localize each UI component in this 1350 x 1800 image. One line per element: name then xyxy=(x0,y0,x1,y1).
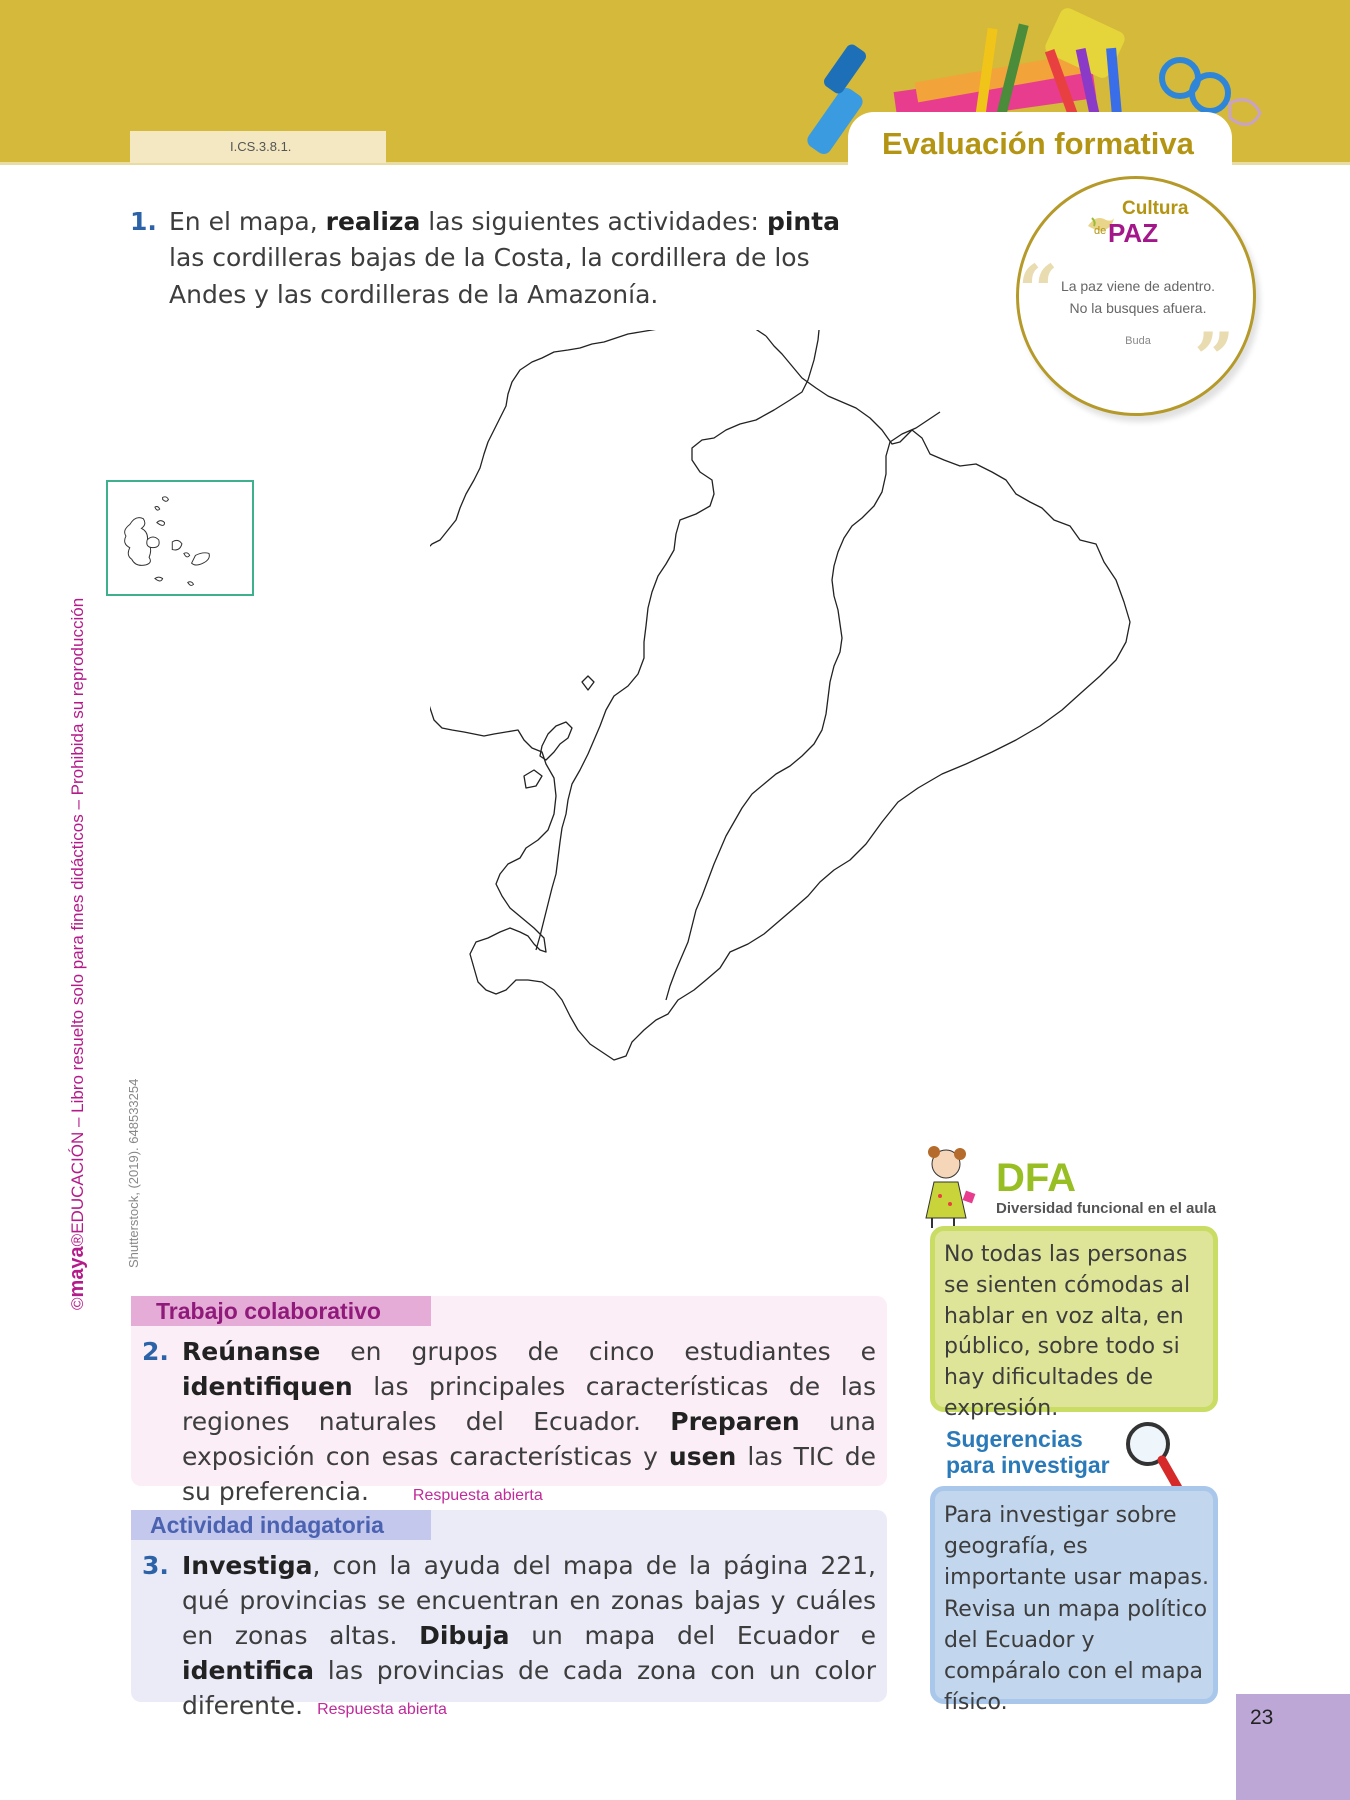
question-1 xyxy=(130,204,870,313)
cultura-paz-logo-bottom: PAZ xyxy=(1108,218,1159,248)
suggestions-title-line-1: Sugerencias xyxy=(946,1426,1083,1452)
question-number: 2. xyxy=(142,1337,169,1366)
collaborative-work-label: Trabajo colaborativo xyxy=(156,1298,381,1324)
question-2 xyxy=(142,1334,876,1509)
quote-line-1: La paz viene de adentro. xyxy=(1060,278,1216,294)
question-text: Reúnanse en grupos de cinco estudiantes e identifiquen las principales características de las regiones naturales del Ecuador. Preparen una exposición con esas características y usen las TIC de su preferencia. Respuesta abierta xyxy=(182,1337,877,1506)
question-text: En el mapa, realiza las siguientes actividades: pinta las cordilleras bajas de la Costa, la cordillera de los Andes y las cordilleras de la Amazonía. xyxy=(169,207,841,309)
cultura-paz-logo-top: Cultura xyxy=(1122,198,1189,219)
ecuador-outline-map xyxy=(430,330,1280,1220)
dfa-title: DFA xyxy=(996,1156,1076,1200)
indicator-code: I.CS.3.8.1. xyxy=(130,131,386,163)
question-3 xyxy=(142,1548,876,1723)
open-answer-note: Respuesta abierta xyxy=(412,1487,543,1504)
page-number: 23 xyxy=(1250,1706,1274,1729)
quote-line-2: No la busques afuera. xyxy=(1069,300,1207,316)
cultura-paz-logo-de: de xyxy=(1094,225,1107,237)
copyright-notice: ©maya®EDUCACIÓN – Libro resuelto solo para fines didácticos – Prohibida su reproducción xyxy=(66,597,88,1310)
question-number: 3. xyxy=(142,1551,169,1580)
quote-open-mark: “ xyxy=(1018,249,1059,332)
quote-author: Buda xyxy=(1125,335,1151,347)
image-credit: Shutterstock, (2019). 648533254 xyxy=(126,1078,141,1268)
suggestions-text: Para investigar sobre geografía, es importante usar mapas. Revisa un mapa político del Ecuador y compáralo con el mapa físico. xyxy=(944,1503,1209,1716)
galapagos-inset-map xyxy=(106,480,254,596)
open-answer-note: Respuesta abierta xyxy=(317,1701,447,1718)
girl-illustration xyxy=(920,1142,990,1232)
section-title: Evaluación formativa xyxy=(882,126,1194,161)
brand-name: maya xyxy=(66,1246,88,1298)
question-text: Investiga, con la ayuda del mapa de la página 221, qué provincias se encuentran en zonas bajas y cuáles en zonas altas. Dibuja un mapa del Ecuador e identifica las provincias de cada zona con un color diferente. Respuesta abierta xyxy=(182,1551,876,1720)
dfa-text: No todas las personas se sienten cómodas al hablar en voz alta, en público, sobre todo si hay dificultades de expresión. xyxy=(944,1242,1191,1421)
inquiry-activity-label: Actividad indagatoria xyxy=(150,1512,384,1538)
suggestions-title-line-2: para investigar xyxy=(946,1452,1110,1478)
dfa-subtitle: Diversidad funcional en el aula xyxy=(996,1200,1217,1217)
quote-close-mark: ” xyxy=(1194,317,1235,400)
magnifier-icon xyxy=(1122,1418,1186,1496)
question-number: 1. xyxy=(130,207,157,236)
